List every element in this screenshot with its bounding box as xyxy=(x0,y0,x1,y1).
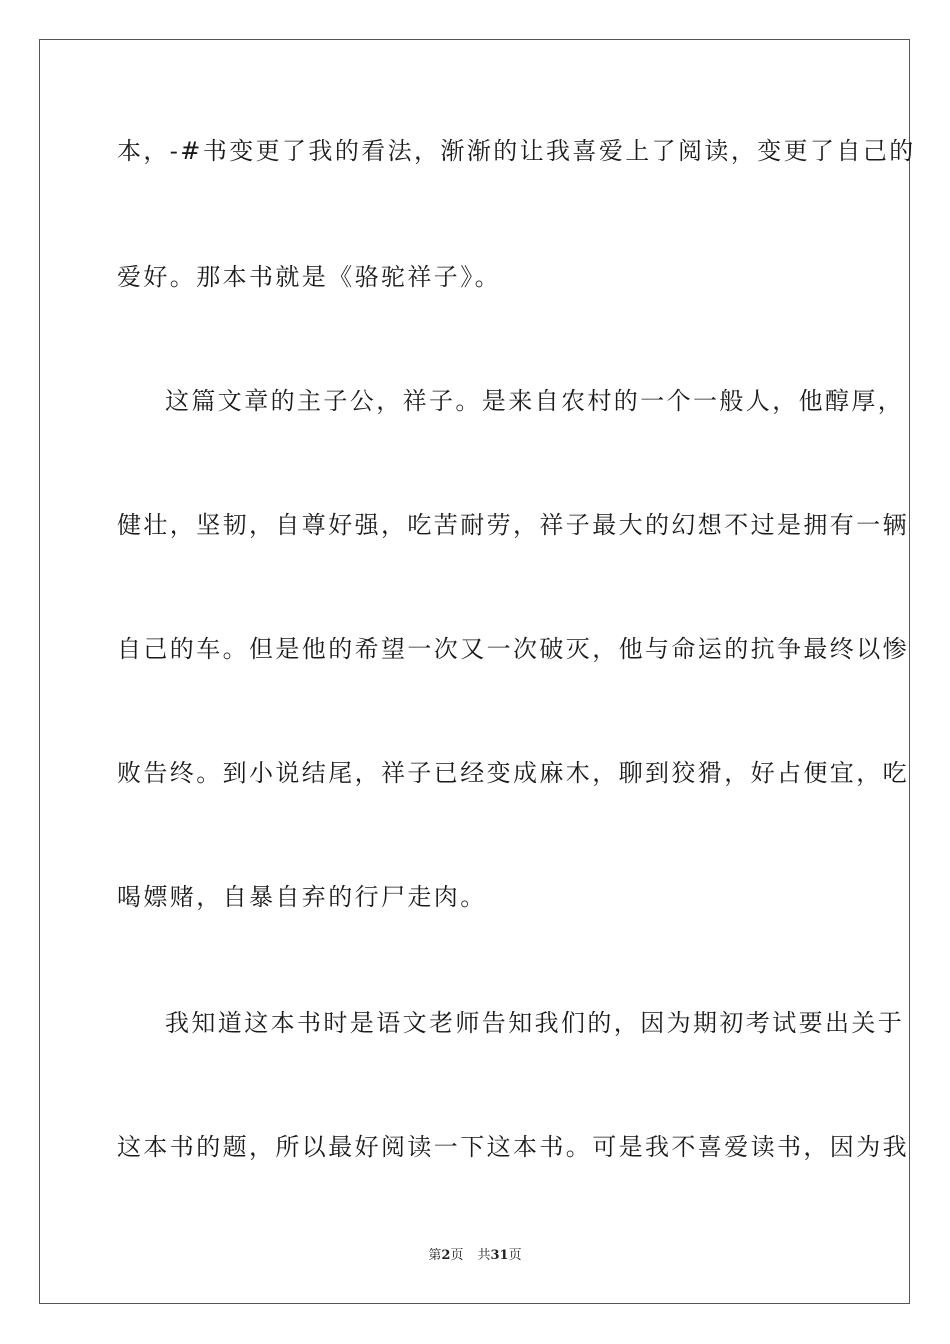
footer-page-suffix: 页 xyxy=(450,1248,464,1263)
page-footer xyxy=(0,1248,950,1264)
paragraph-start-line-8: 我知道这本书时是语文老师告知我们的，因为期初考试要出关于 xyxy=(165,1009,905,1037)
footer-total-suffix: 页 xyxy=(508,1248,522,1263)
paragraph-start-line-3: 这篇文章的主子公，祥子。是来自农村的一个一般人，他醇厚， xyxy=(165,387,905,415)
body-line-1: 本，-#书变更了我的看法，渐渐的让我喜爱上了阅读，变更了自己的 xyxy=(117,137,916,165)
body-line-7: 喝嫖赌，自暴自弃的行尸走肉。 xyxy=(117,883,487,911)
footer-total-pages: 31 xyxy=(490,1248,509,1263)
body-line-9: 这本书的题，所以最好阅读一下这本书。可是我不喜爱读书，因为我 xyxy=(117,1133,909,1161)
body-line-6: 败告终。到小说结尾，祥子已经变成麻木，聊到狡猾，好占便宜，吃 xyxy=(117,759,909,787)
footer-page-number: 2 xyxy=(441,1248,451,1263)
footer-page-prefix: 第 xyxy=(428,1248,442,1263)
footer-total-prefix: 共 xyxy=(477,1248,491,1263)
body-line-5: 自己的车。但是他的希望一次又一次破灭，他与命运的抗争最终以惨 xyxy=(117,635,909,663)
body-line-2: 爱好。那本书就是《骆驼祥子》。 xyxy=(117,263,501,291)
body-line-4: 健壮，坚韧，自尊好强，吃苦耐劳，祥子最大的幻想不过是拥有一辆 xyxy=(117,511,909,539)
page-border xyxy=(39,39,916,1304)
